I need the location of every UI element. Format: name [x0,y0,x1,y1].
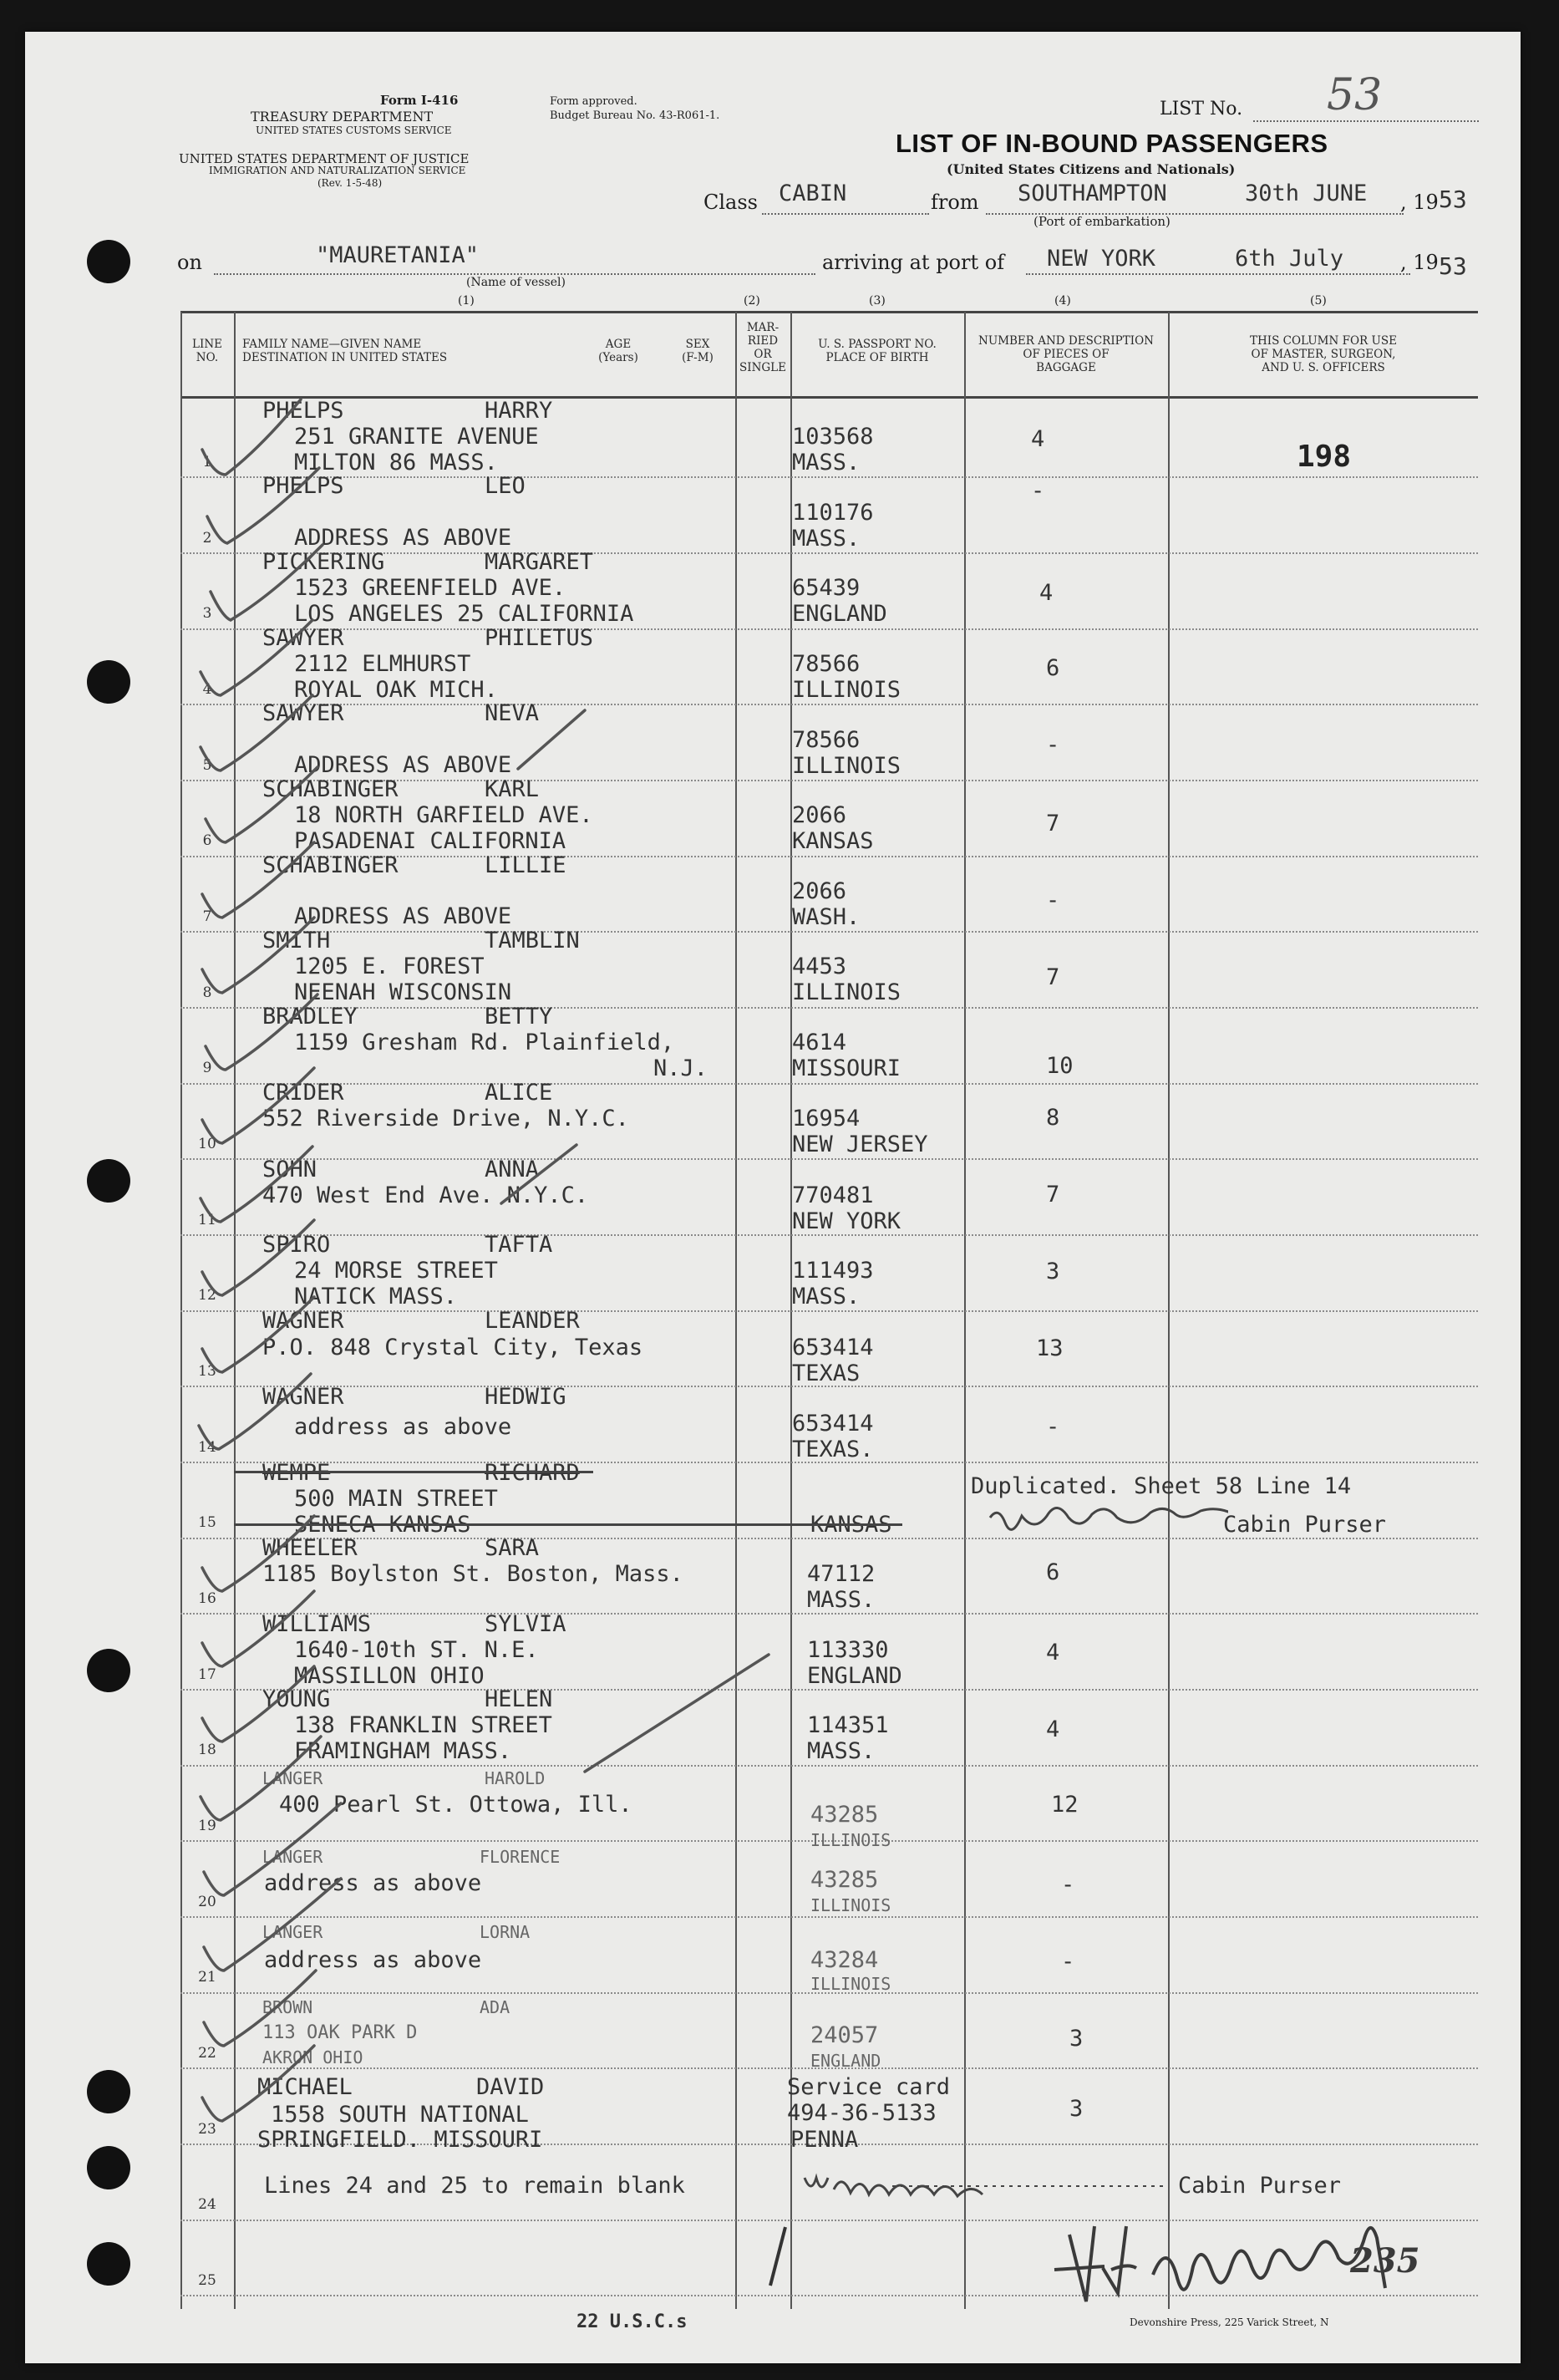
passport-no: 43284 [810,1947,879,1973]
binder-hole [87,1159,130,1203]
list-number: 53 [1327,70,1383,120]
check-mark [207,468,319,543]
line-number: 19 [198,1818,216,1834]
place-of-birth: MASS. [792,526,861,552]
line-number: 1 [202,454,212,470]
page-number: 235 [1350,2241,1420,2281]
line-number: 6 [202,832,212,849]
budget-bureau: Budget Bureau No. 43-R061-1. [550,109,720,122]
given-name: SYLVIA [485,1611,566,1637]
list-number-label: LIST No. [1160,99,1243,120]
check-mark [202,399,301,475]
given-name: FLORENCE [480,1847,561,1867]
check-mark [202,1516,314,1591]
address-line: 500 MAIN STREET [294,1486,498,1512]
address-line: 400 Pearl St. Ottowa, Ill. [279,1792,632,1818]
check-mark [202,1220,314,1295]
line-number: 3 [202,605,212,622]
baggage-count: 13 [1036,1335,1064,1361]
passport-no: 2066 [792,878,847,904]
family-name: LANGER [262,1847,323,1867]
baggage-count: 7 [1046,811,1060,837]
check-mark [204,1879,341,1971]
line-number: 17 [198,1666,216,1683]
address-line: address as above [264,1870,482,1896]
passport-no: 47112 [807,1561,876,1587]
line-number: 18 [198,1742,216,1758]
family-name: PHELPS [262,473,344,499]
blank-lines-note: Lines 24 and 25 to remain blank [264,2173,685,2199]
header-age: AGE (Years) [598,338,638,364]
binder-hole [87,2146,130,2189]
class-line [762,213,929,215]
address-line: 113 OAK PARK D [262,2022,418,2043]
arrival-port: NEW YORK [1047,246,1156,272]
passport-no: 43285 [810,1802,879,1828]
passport-no: 111493 [792,1258,874,1284]
check-mark [202,1297,314,1372]
place-of-birth: TEXAS [792,1360,861,1386]
officer-number: 198 [1297,440,1352,474]
binder-hole [87,2242,130,2286]
family-name: PICKERING [262,549,385,575]
given-name: NEVA [485,700,540,726]
given-name: LEANDER [485,1308,580,1334]
check-mark [202,918,314,993]
vessel-name: "MAURETANIA" [316,242,480,268]
vessel-caption: (Name of vessel) [466,276,566,289]
binder-hole [87,660,130,704]
address-line: FRAMINGHAM MASS. [294,1738,512,1764]
slash-mark [518,710,585,769]
given-name: ALICE [485,1080,553,1106]
line-number: 13 [198,1363,216,1380]
header-sex: SEX (F-M) [682,338,713,364]
address-line: 24 MORSE STREET [294,1258,498,1284]
address-line: 1205 E. FOREST [294,954,485,979]
given-name: TAFTA [485,1232,553,1258]
address-line: NEENAH WISCONSIN [294,979,512,1005]
list-number-line [1253,120,1479,122]
address-line: P.O. 848 Crystal City, Texas [262,1335,643,1360]
line-number: 20 [198,1894,216,1910]
place-of-birth: ILLINOIS [810,1830,891,1850]
duplicate-note: Duplicated. Sheet 58 Line 14 [971,1473,1352,1499]
purser-title: Cabin Purser [1178,2173,1342,2199]
line-number: 7 [202,908,212,925]
passport-no: 78566 [792,651,861,677]
passport-no: 24057 [810,2022,879,2048]
place-of-birth: ILLINOIS [792,753,901,779]
arrival-year: 53 [1439,252,1467,280]
department-of-justice: UNITED STATES DEPARTMENT OF JUSTICE [179,151,470,166]
address-line: N.J. [653,1055,708,1081]
passport-no: 103568 [792,424,874,450]
customs-service: UNITED STATES CUSTOMS SERVICE [256,125,452,136]
family-name: SAWYER [262,700,344,726]
ins-label: IMMIGRATION AND NATURALIZATION SERVICE [209,165,466,176]
passport-no: 770481 [792,1182,874,1208]
line-number: 16 [198,1590,216,1607]
place-of-birth: PENNA [790,2127,859,2153]
address-line: 1523 GREENFIELD AVE. [294,575,566,601]
family-name: LANGER [262,1768,323,1788]
address-line: LOS ANGELES 25 CALIFORNIA [294,601,634,627]
family-name: WAGNER [262,1384,344,1410]
line-number: 10 [198,1136,216,1152]
embarkation-date: 30th JUNE [1245,181,1368,206]
check-mark [201,1737,321,1820]
vessel-line [214,273,815,275]
passport-no: 65439 [792,575,861,601]
col-num-1: (1) [458,294,475,308]
binder-hole [87,240,130,283]
baggage-count: 4 [1031,426,1045,452]
baggage-count: - [1046,887,1060,913]
passport-no: 43285 [810,1867,879,1893]
baggage-count: 7 [1046,964,1060,990]
baggage-count: 3 [1069,2096,1084,2122]
family-name: BRADLEY [262,1004,358,1030]
place-of-birth: ILLINOIS [810,1974,891,1994]
line-number: 24 [198,2196,216,2213]
form-title: LIST OF IN-BOUND PASSENGERS [896,129,1328,158]
baggage-count: 6 [1046,655,1060,681]
check-mark [201,1147,312,1222]
place-of-birth: MASS. [792,1284,861,1310]
address-line: 1185 Boylston St. Boston, Mass. [262,1561,683,1587]
header-married: MAR- RIED OR SINGLE [739,321,786,374]
baggage-count: - [1061,1949,1075,1975]
printer-imprint: Devonshire Press, 225 Varick Street, N [1130,2316,1329,2328]
baggage-count: 6 [1046,1559,1060,1585]
family-name: WILLIAMS [262,1611,372,1637]
check-mark [202,1068,314,1143]
address-line: MASSILLON OHIO [294,1663,485,1689]
place-of-birth: ENGLAND [807,1663,902,1689]
address-line: PASADENAI CALIFORNIA [294,828,566,854]
address-line: NATICK MASS. [294,1284,458,1310]
passport-no: 2066 [792,802,847,828]
given-name: SARA [485,1535,540,1561]
address-line: 138 FRANKLIN STREET [294,1712,552,1738]
line-number: 23 [198,2121,216,2138]
line-number: 22 [198,2045,216,2062]
arriving-label: arriving at port of [822,251,1005,274]
baggage-count: 3 [1046,1259,1060,1284]
slash-mark [501,1145,576,1203]
header-name: FAMILY NAME—GIVEN NAME DESTINATION IN UNITED STATES [242,338,448,364]
header-baggage: NUMBER AND DESCRIPTION OF PIECES OF BAGGAGE [978,334,1154,374]
check-mark [201,620,312,695]
col-num-5: (5) [1310,294,1327,308]
place-of-birth: KANSAS [810,1512,892,1538]
line-number: 5 [202,757,212,774]
address-line: ADDRESS AS ABOVE [294,903,512,929]
baggage-count: 12 [1051,1792,1079,1818]
address-line: address as above [294,1414,512,1440]
address-line: 470 West End Ave. N.Y.C. [262,1182,589,1208]
line-number: 21 [198,1969,216,1986]
passport-no: 653414 [792,1411,874,1437]
family-name: LANGER [262,1922,323,1942]
given-name: ANNA [485,1157,540,1182]
address-line: 251 GRANITE AVENUE [294,424,539,450]
address-line: 1159 Gresham Rd. Plainfield, [294,1030,675,1055]
treasury-department: TREASURY DEPARTMENT [251,109,434,125]
place-of-birth: NEW JERSEY [792,1132,928,1157]
check-mark [202,2046,314,2121]
inspector-signature [1044,2176,1504,2310]
table-top-rule [180,311,1478,313]
passport-no: 653414 [792,1335,874,1360]
place-of-birth: MISSOURI [792,1055,901,1081]
given-name: RICHARD [485,1460,580,1486]
arrival-year-prefix: , 19 [1400,251,1439,274]
class-value: CABIN [779,181,847,206]
passport-no: 4614 [792,1030,847,1055]
binder-hole [87,1649,130,1692]
address-line: ROYAL OAK MICH. [294,677,498,703]
line-number: 4 [202,681,212,698]
binder-hole [87,2070,130,2113]
check-mark [206,767,317,842]
place-of-birth: ILLINOIS [810,1895,891,1915]
family-name: SMITH [262,928,331,954]
place-of-birth: ILLINOIS [792,979,901,1005]
baggage-count: 7 [1046,1182,1060,1208]
passport-no: 494-36-5133 [787,2100,937,2126]
given-name: HELEN [485,1686,553,1712]
given-name: TAMBLIN [485,928,580,954]
address-line: MILTON 86 MASS. [294,450,498,475]
line-number: 8 [202,984,212,1001]
port-embarkation-caption: (Port of embarkation) [1033,214,1171,229]
embarkation-year: 53 [1439,186,1467,213]
family-name: SAWYER [262,625,344,651]
form-number: Form I-416 [380,93,459,108]
check-mark [206,994,317,1070]
baggage-count: 8 [1046,1105,1060,1131]
place-of-birth: NEW YORK [792,1208,901,1234]
line-number: 25 [198,2272,216,2289]
family-name: WHEELER [262,1535,358,1561]
line-number: 14 [198,1439,216,1456]
check-marks [184,393,819,2164]
line-number: 9 [202,1060,212,1076]
family-name: PHELPS [262,398,344,424]
address-line: 552 Riverside Drive, N.Y.C. [262,1106,629,1132]
check-mark [202,1591,314,1666]
given-name: HAROLD [485,1768,546,1788]
address-line: 1558 SOUTH NATIONAL [271,2102,529,2128]
usc-reference: 22 U.S.C.s [576,2311,688,2332]
address-line: SPRINGFIELD. MISSOURI [257,2127,543,2153]
baggage-count: - [1061,1872,1075,1898]
line-number: 12 [198,1287,216,1304]
given-name: ADA [480,1997,510,2017]
slash-mark [585,1655,769,1772]
passport-no: 114351 [807,1712,889,1738]
line-number: 11 [198,1212,216,1228]
family-name: BROWN [262,1997,313,2017]
given-name: LEO [485,473,526,499]
baggage-count: - [1046,1414,1060,1440]
passport-no: 78566 [792,727,861,753]
class-label: Class [703,191,758,214]
place-of-birth: MASS. [807,1738,876,1764]
address-line: AKRON OHIO [262,2047,363,2067]
place-of-birth: WASH. [792,904,861,930]
given-name: KARL [485,776,540,802]
family-name: WEMPE [262,1460,331,1486]
year-prefix: , 19 [1400,191,1439,214]
line-number: 15 [198,1514,216,1531]
slash-mark [760,2223,794,2290]
col-num-3: (3) [869,294,886,308]
family-name: SCHABINGER [262,776,399,802]
passport-no: 110176 [792,500,874,526]
family-name: MICHAEL [257,2074,353,2100]
header-officers: THIS COLUMN FOR USE OF MASTER, SURGEON, AND U. S. OFFICERS [1250,334,1397,374]
baggage-count: 4 [1039,580,1054,606]
family-name: SPIRO [262,1232,331,1258]
check-mark [204,1971,316,2046]
passport-no: 113330 [807,1637,889,1663]
baggage-count: - [1031,478,1045,504]
address-line: address as above [264,1947,482,1973]
address-line: 2112 ELMHURST [294,651,471,677]
baggage-count: 4 [1046,1716,1060,1742]
given-name: DAVID [476,2074,545,2100]
baggage-count: 10 [1046,1053,1074,1079]
check-mark [202,842,314,918]
address-line: SENECA KANSAS [294,1512,471,1538]
revision: (Rev. 1-5-48) [317,177,383,189]
address-line: 18 NORTH GARFIELD AVE. [294,802,593,828]
port-of-embarkation: SOUTHAMPTON [1018,181,1167,206]
given-name: LILLIE [485,852,566,878]
col-num-2: (2) [744,294,760,308]
place-of-birth: TEXAS. [792,1437,874,1462]
check-mark [202,1666,314,1742]
header-line-no: LINE NO. [192,338,222,364]
given-name: HARRY [485,398,553,424]
given-name: PHILETUS [485,625,594,651]
address-line: 1640-10th ST. N.E. [294,1637,539,1663]
arrival-date: 6th July [1235,246,1344,272]
family-name: CRIDER [262,1080,344,1106]
on-label: on [177,251,202,274]
line-number: 2 [202,530,212,547]
family-name: YOUNG [262,1686,331,1712]
place-of-birth: MASS. [792,450,861,475]
family-name: SCHABINGER [262,852,399,878]
form-approved: Form approved. [550,95,637,108]
form-subtitle: (United States Citizens and Nationals) [947,161,1236,177]
passport-no: 16954 [792,1106,861,1132]
passport-label: Service card [787,2074,951,2100]
place-of-birth: MASS. [807,1587,876,1613]
address-line: ADDRESS AS ABOVE [294,525,512,551]
given-name: MARGARET [485,549,594,575]
place-of-birth: ENGLAND [792,601,887,627]
baggage-count: 4 [1046,1640,1060,1665]
family-name: WAGNER [262,1308,344,1334]
family-name: SOHN [262,1157,317,1182]
col-num-4: (4) [1054,294,1071,308]
purser-signature [986,1501,1228,1534]
passport-no: 4453 [792,954,847,979]
given-name: LORNA [480,1922,531,1942]
check-mark [211,545,322,620]
header-passport: U. S. PASSPORT NO. PLACE OF BIRTH [818,338,937,364]
place-of-birth: ILLINOIS [792,677,901,703]
place-of-birth: KANSAS [792,828,874,854]
from-label: from [931,191,979,214]
given-name: BETTY [485,1004,553,1030]
given-name: HEDWIG [485,1384,566,1410]
baggage-count: 3 [1069,2026,1084,2052]
arrival-line [1026,273,1410,275]
check-mark [201,695,312,770]
place-of-birth: ENGLAND [810,2051,881,2071]
address-line: ADDRESS AS ABOVE [294,752,512,778]
baggage-count: - [1046,732,1060,758]
purser-note: Cabin Purser [1223,1512,1387,1538]
check-mark [199,1374,311,1449]
